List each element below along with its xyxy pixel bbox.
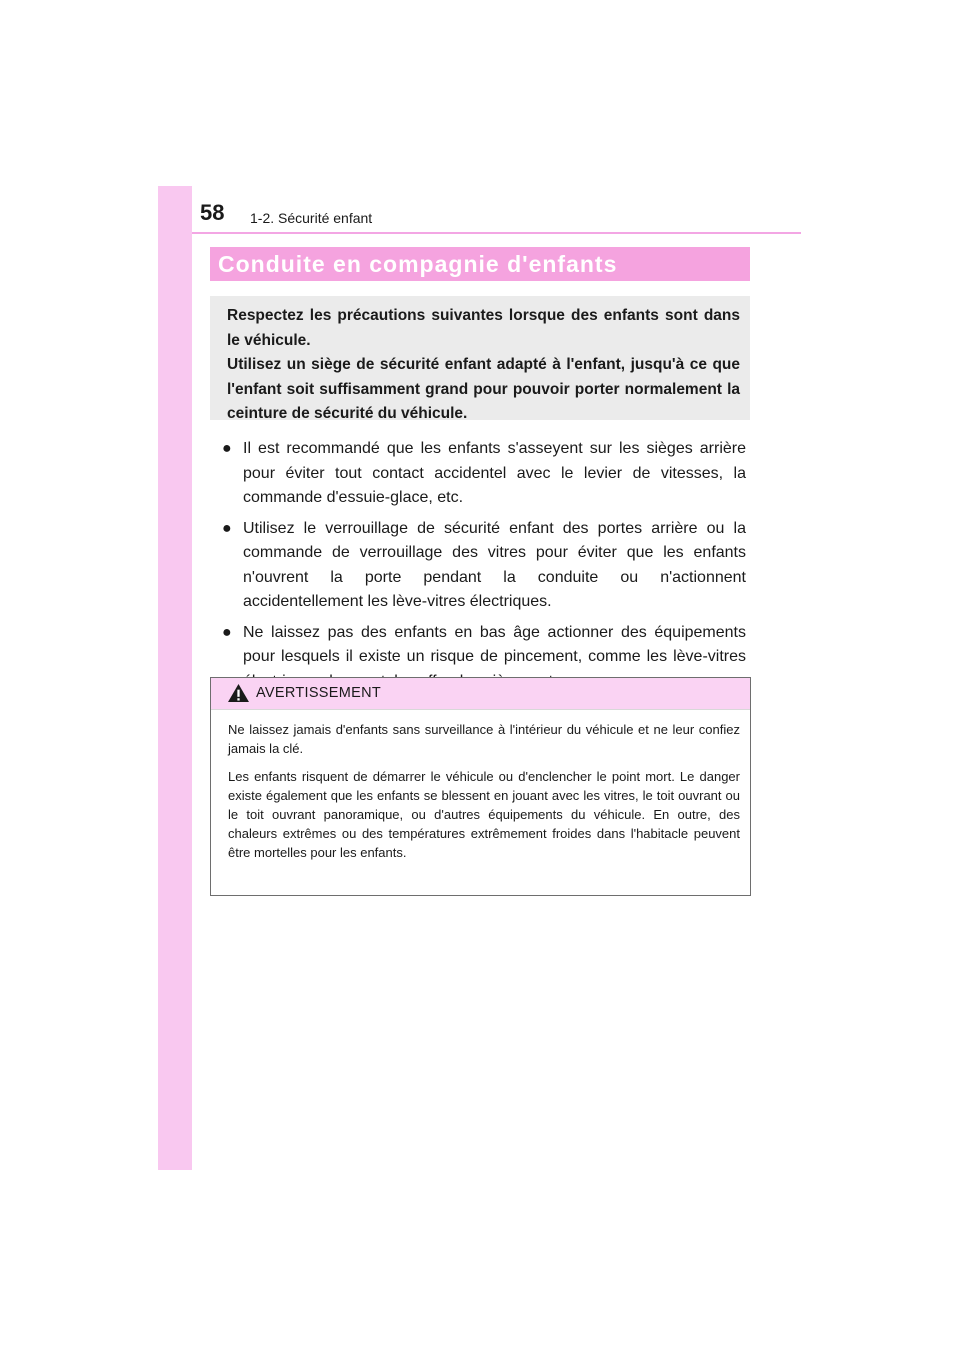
warning-header	[211, 678, 750, 710]
intro-paragraph: Respectez les précautions suivantes lorsque des enfants sont dans le véhicule.	[227, 307, 740, 349]
intro-paragraph: Utilisez un siège de sécurité enfant adapté à l'enfant, jusqu'à ce que l'enfant soit suffisamment grand pour pouvoir porter normalement la ceinture de sécurité du véhicule.	[227, 356, 740, 422]
warning-box	[210, 677, 751, 896]
warning-triangle-icon	[227, 683, 250, 703]
bullet-icon: ●	[222, 519, 232, 537]
list-item	[222, 437, 746, 511]
header-divider	[192, 232, 801, 234]
warning-paragraph: Ne laissez jamais d'enfants sans surveillance à l'intérieur du véhicule et ne leur confiez jamais la clé.	[228, 722, 740, 756]
precautions-list	[222, 437, 746, 700]
section-title: Conduite en compagnie d'enfants	[218, 251, 618, 277]
warning-paragraph: Les enfants risquent de démarrer le véhicule ou d'enclencher le point mort. Le danger existe également que les enfants se blessent en jouant avec les vitres, le toit ouvrant ou le toit ouvrant panoramique, ou d'autres équipements du véhicule. En outre, des chaleurs extrêmes ou des températures extrêmement froides dans l'habitacle peuvent être mortelles pour les enfants.	[228, 769, 740, 860]
intro-box	[210, 296, 750, 420]
section-label: 1-2. Sécurité enfant	[250, 210, 373, 226]
warning-title: AVERTISSEMENT	[256, 685, 382, 701]
side-tab-band	[158, 186, 192, 1170]
bullet-icon: ●	[222, 623, 232, 641]
list-item-text: Il est recommandé que les enfants s'asseyent sur les sièges arrière pour éviter tout contact accidentel avec le levier de vitesses, la commande d'essuie-glace, etc.	[243, 440, 746, 506]
page-number: 58	[200, 200, 225, 225]
bullet-icon: ●	[222, 440, 232, 457]
warning-body	[211, 710, 750, 862]
list-item-text: Utilisez le verrouillage de sécurité enfant des portes arrière ou la commande de verrouillage des vitres pour éviter que les enfants n'ouvrent la porte pendant la conduite ou n'actionnent accidentellement les lève-vitres électriques.	[243, 519, 746, 610]
list-item	[222, 517, 746, 615]
section-title-bar	[210, 247, 750, 281]
list-item-text: Ne laissez pas des enfants en bas âge actionner des équipements pour lesquels il existe un risque de pincement, comme les lève-vitres	[243, 623, 746, 665]
